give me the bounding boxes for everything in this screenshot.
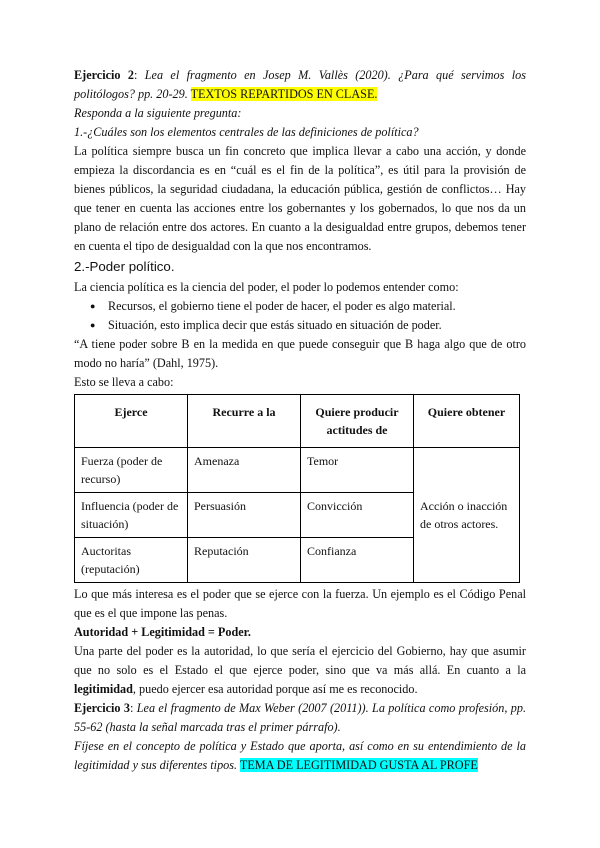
autoridad-paragraph: Una parte del poder es la autoridad, lo que sería el ejercicio del Gobierno, hay que asumir que no solo es el Estado el que ejerce poder, sino que va más allá. En cuanto a la legitimidad, puedo ejercer esa autoridad porque así me es reconocido. — [74, 644, 526, 696]
legitimidad-bold: legitimidad — [74, 682, 133, 696]
fijese-paragraph: Fíjese en el concepto de política y Estado que aporta, así como en su entendimiento de la legitimidad y sus diferentes tipos. TEMA DE LEGITIMIDAD GUSTA AL PROFE — [74, 739, 526, 772]
formula-line: Autoridad + Legitimidad = Poder. — [74, 625, 251, 639]
table-cell: Temor — [301, 448, 414, 493]
dahl-quote: “A tiene poder sobre B en la medida en que puede conseguir que B haga algo que de otro modo no haría” (Dahl, 1975). — [74, 337, 526, 370]
poder-intro-paragraph: La ciencia política es la ciencia del poder, el poder lo podemos entender como: — [74, 280, 459, 294]
table-header-cell: Ejerce — [75, 395, 188, 448]
power-table — [74, 394, 520, 583]
ejercicio3-text: Lea el fragmento de Max Weber (2007 (2011)). La política como profesión, pp. 55-62 (hasta la señal marcada tras el primer párrafo). — [74, 701, 526, 734]
table-cell: Convicción — [301, 493, 414, 538]
document-page — [74, 66, 526, 775]
fuerza-paragraph: Lo que más interesa es el poder que se ejerce con la fuerza. Un ejemplo es el Código Penal que es el que impone las penas. — [74, 587, 526, 620]
table-cell: Amenaza — [188, 448, 301, 493]
legitimidad-highlight: TEMA DE LEGITIMIDAD GUSTA AL PROFE — [239, 758, 478, 772]
table-header-cell: Recurre a la — [188, 395, 301, 448]
table-cell: Confianza — [301, 538, 414, 583]
responda-line: Responda a la siguiente pregunta: — [74, 106, 242, 120]
answer-paragraph-1: La política siempre busca un fin concreto que implica llevar a cabo una acción, y donde empieza la discordancia es en “cuál es el fin de la política”, es útil para la provisión de bienes públicos, la seguridad ciudadana, la educación pública, gestión de conflictos… Hay que tener en cuenta las acciones entre los gobernantes y los gobernados, lo que nos da un plano de relación entre dos actores. En cuanto a la desigualdad entre grupos, debemos tener en cuenta el tipo de desigualdad con la que nos encontramos. — [74, 144, 526, 253]
ejercicio2-highlight: TEXTOS REPARTIDOS EN CLASE. — [190, 87, 378, 101]
ejercicio3-paragraph: Ejercicio 3: Lea el fragmento de Max Weber (2007 (2011)). La política como profesión, pp. 55-62 (hasta la señal marcada tras el primer párrafo). — [74, 701, 526, 734]
question-1: 1.-¿Cuáles son los elementos centrales de las definiciones de política? — [74, 125, 419, 139]
bullet-list — [74, 297, 526, 335]
table-merged-cell: Acción o inacción de otros actores. — [414, 448, 520, 583]
table-cell: Influencia (poder de situación) — [75, 493, 188, 538]
table-cell: Fuerza (poder de recurso) — [75, 448, 188, 493]
table-row — [75, 448, 520, 493]
table-header-row — [75, 395, 520, 448]
table-cell: Persuasión — [188, 493, 301, 538]
section-heading-poder-politico: 2.-Poder político. — [74, 259, 175, 274]
bullet-item: ● Situación, esto implica decir que estás situado en situación de poder. — [108, 316, 526, 335]
bullet-item: ● Recursos, el gobierno tiene el poder de hacer, el poder es algo material. — [108, 297, 526, 316]
table-header-cell: Quiere producir actitudes de — [301, 395, 414, 448]
table-cell: Reputación — [188, 538, 301, 583]
ejercicio2-label: Ejercicio 2 — [74, 68, 134, 82]
table-intro: Esto se lleva a cabo: — [74, 375, 174, 389]
ejercicio2-text: Lea el fragmento en Josep M. Vallès (2020). ¿Para qué servimos los politólogos? pp. 20-29. — [74, 68, 526, 101]
table-cell: Auctoritas (reputación) — [75, 538, 188, 583]
ejercicio2-paragraph: Ejercicio 2: Lea el fragmento en Josep M. Vallès (2020). ¿Para qué servimos los politólogos? pp. 20-29. TEXTOS REPARTIDOS EN CLASE. — [74, 68, 526, 101]
ejercicio3-label: Ejercicio 3 — [74, 701, 130, 715]
table-header-cell: Quiere obtener — [414, 395, 520, 448]
